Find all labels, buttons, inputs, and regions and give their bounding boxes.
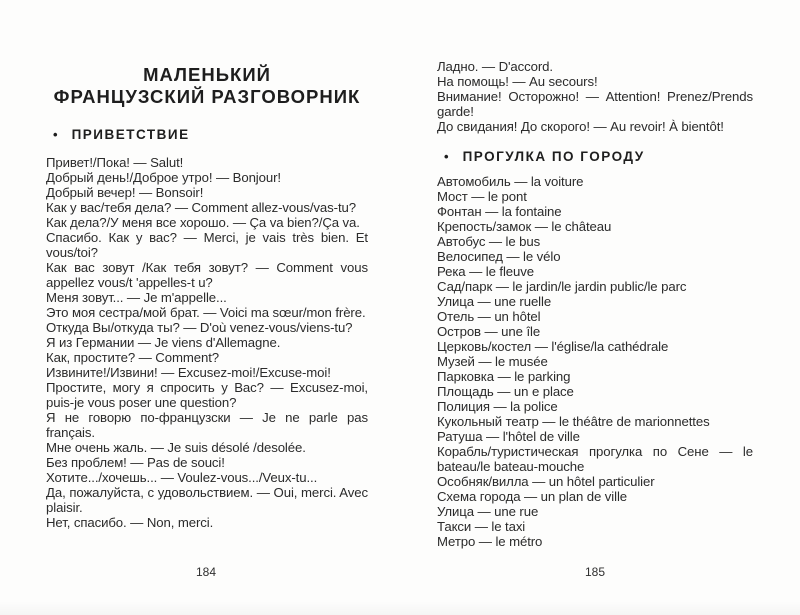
- vocab-entry: Полиция — la police: [437, 399, 558, 414]
- vocab-entry: Отель — un hôtel: [437, 309, 541, 324]
- phrase-entry: Нет, спасибо. — Non, merci.: [46, 515, 214, 530]
- phrase-entry: Как вас зовут /Как тебя зовут? — Comment vous appellez vous/t 'appelles-t u?: [46, 260, 368, 290]
- phrase-entry: На помощь! — Au secours!: [437, 74, 598, 89]
- book-title-line2: ФРАНЦУЗСКИЙ РАЗГОВОРНИК: [53, 86, 361, 107]
- phrase-entry: Как дела?/У меня все хорошо. — Ça va bien?/Ça va.: [46, 215, 360, 230]
- left-page: [46, 64, 368, 530]
- page-number-left: 184: [196, 565, 217, 579]
- section-header-greeting: [46, 127, 368, 143]
- phrase-entry: Я не говорю по-французски — Je ne parle pas français.: [46, 410, 368, 440]
- vocab-entry: Улица — une rue: [437, 504, 539, 519]
- phrase-entry: Внимание! Осторожно! — Attention! Prenez/Prends garde!: [437, 89, 753, 119]
- bullet-icon: •: [444, 149, 449, 164]
- phrase-entry: Извините!/Извини! — Excusez-moi!/Excuse-moi!: [46, 365, 331, 380]
- vocab-entry: Мост — le pont: [437, 189, 527, 204]
- phrase-entry: Хотите.../хочешь... — Voulez-vous.../Veux-tu...: [46, 470, 318, 485]
- vocab-entry: Кукольный театр — le théâtre de marionnettes: [437, 414, 710, 429]
- vocab-entry: Особняк/вилла — un hôtel particulier: [437, 474, 655, 489]
- vocab-entry: Велосипед — le vélo: [437, 249, 561, 264]
- vocab-entry: Фонтан — la fontaine: [437, 204, 562, 219]
- phrase-list-greeting-continued: [437, 59, 753, 134]
- phrase-entry: Как у вас/тебя дела? — Comment allez-vous/vas-tu?: [46, 200, 356, 215]
- section-title-greeting: ПРИВЕТСТВИЕ: [71, 127, 190, 142]
- phrase-entry: Добрый день!/Доброе утро! — Bonjour!: [46, 170, 281, 185]
- phrase-entry: Мне очень жаль. — Je suis désolé /desolée.: [46, 440, 306, 455]
- vocab-entry: Сад/парк — le jardin/le jardin public/le parc: [437, 279, 687, 294]
- vocab-entry: Схема города — un plan de ville: [437, 489, 628, 504]
- page-number-right: 185: [585, 565, 606, 579]
- vocab-entry: Автобус — le bus: [437, 234, 541, 249]
- phrase-list-greeting: [46, 155, 368, 530]
- vocab-entry: Парковка — le parking: [437, 369, 571, 384]
- vocab-entry: Остров — une île: [437, 324, 541, 339]
- vocab-entry: Река — le fleuve: [437, 264, 534, 279]
- phrase-entry: Простите, могу я спросить у Вас? — Excusez-moi, puis-je vous poser une question?: [46, 380, 368, 410]
- bullet-icon: •: [53, 127, 58, 142]
- vocab-entry: Площадь — un e place: [437, 384, 574, 399]
- vocab-entry: Улица — une ruelle: [437, 294, 552, 309]
- vocab-entry: Автомобиль — la voiture: [437, 174, 584, 189]
- phrase-entry: Меня зовут... — Je m'appelle...: [46, 290, 227, 305]
- phrase-entry: Ладно. — D'accord.: [437, 59, 553, 74]
- phrase-entry: Как, простите? — Comment?: [46, 350, 219, 365]
- vocab-list-city: [437, 174, 753, 549]
- vocab-entry: Церковь/костел — l'église/la cathédrale: [437, 339, 669, 354]
- phrase-entry: Спасибо. Как у вас? — Merci, je vais très bien. Et vous/toi?: [46, 230, 368, 260]
- vocab-entry: Ратуша — l'hôtel de ville: [437, 429, 580, 444]
- vocab-entry: Такси — le taxi: [437, 519, 526, 534]
- section-title-city-walk: ПРОГУЛКА ПО ГОРОДУ: [462, 149, 645, 164]
- phrase-entry: Добрый вечер! — Bonsoir!: [46, 185, 204, 200]
- phrase-entry: Это моя сестра/мой брат. — Voici ma sœur/mon frère.: [46, 305, 366, 320]
- book-title: [46, 64, 368, 108]
- page-bottom-shadow: [0, 601, 800, 615]
- phrase-entry: Я из Германии — Je viens d'Allemagne.: [46, 335, 281, 350]
- book-title-line1: МАЛЕНЬКИЙ: [143, 64, 271, 85]
- section-header-city-walk: [437, 149, 753, 165]
- phrase-entry: Привет!/Пока! — Salut!: [46, 155, 184, 170]
- vocab-entry: Метро — le métro: [437, 534, 543, 549]
- vocab-entry: Крепость/замок — le château: [437, 219, 612, 234]
- phrase-entry: До свидания! До скорого! — Au revoir! À bientôt!: [437, 119, 724, 134]
- vocab-entry: Корабль/туристическая прогулка по Сене — le bateau/le bateau-mouche: [437, 444, 753, 474]
- vocab-entry: Музей — le musée: [437, 354, 548, 369]
- phrase-entry: Откуда Вы/откуда ты? — D'où venez-vous/viens-tu?: [46, 320, 353, 335]
- phrase-entry: Да, пожалуйста, с удовольствием. — Oui, merci. Avec plaisir.: [46, 485, 368, 515]
- phrase-entry: Без проблем! — Pas de souci!: [46, 455, 225, 470]
- right-page: [437, 59, 753, 549]
